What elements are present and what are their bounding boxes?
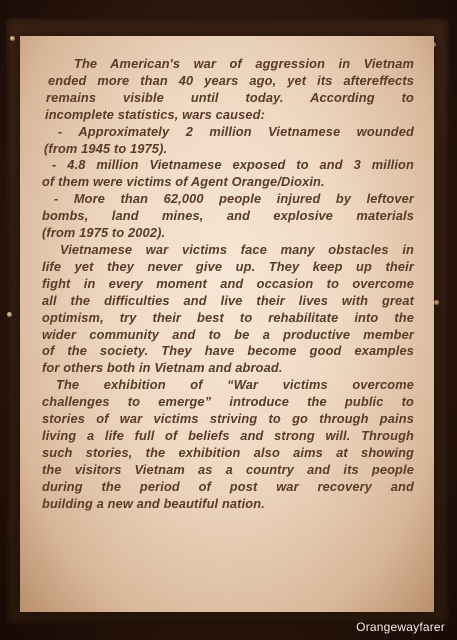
plaque-line: - More than 62,000 people injured by leftover	[54, 191, 414, 207]
photographer-watermark: Orangewayfarer	[356, 620, 445, 634]
plaque-line: all the difficulties and live their lives with great	[42, 292, 414, 308]
plaque-line: bombs, land mines, and explosive materials	[42, 208, 414, 224]
plaque-line: incomplete statistics, wars caused:	[45, 106, 266, 122]
screw-top-left	[10, 36, 15, 41]
plaque-text	[40, 56, 414, 512]
plaque-line: remains visible until today. According to	[46, 89, 414, 105]
plaque-line: - Approximately 2 million Vietnamese wounded	[58, 123, 414, 139]
plaque-line: ended more than 40 years ago, yet its aftereffects	[48, 72, 414, 88]
plaque-line: such stories, the exhibition also aims at showing	[42, 444, 414, 460]
plaque-line: The American's war of aggression in Vietnam	[74, 56, 414, 71]
plaque-line: stories of war victims striving to go through pains	[42, 411, 414, 427]
plaque-line: building a new and beautiful nation.	[42, 495, 265, 511]
plaque-line: fight in every moment and occasion to overcome	[42, 275, 414, 291]
plaque-line: challenges to emerge” introduce the public to	[42, 394, 414, 410]
plaque-line: of them were victims of Agent Orange/Dioxin.	[42, 174, 325, 190]
plaque-line: of the society. They have become good examples	[42, 343, 414, 359]
screw-middle-right	[434, 300, 439, 305]
plaque-line: life yet they never give up. They keep up their	[42, 258, 414, 274]
plaque-line: optimism, try their best to rehabilitate into the	[42, 309, 414, 325]
plaque-line: living a life full of beliefs and strong will. Through	[42, 427, 414, 443]
plaque-line: The exhibition of “War victims overcome	[56, 377, 414, 393]
plaque-line: - 4.8 million Vietnamese exposed to and 3 million	[52, 157, 414, 173]
plaque-line: (from 1945 to 1975).	[44, 140, 168, 156]
plaque-line: Vietnamese war victims face many obstacles in	[60, 241, 414, 257]
plaque-line: for others both in Vietnam and abroad.	[42, 360, 283, 376]
plaque-line: the visitors Vietnam as a country and its people	[42, 461, 414, 477]
plaque-line: during the period of post war recovery and	[42, 478, 414, 494]
plaque-line: wider community and to be a productive member	[42, 326, 414, 342]
plaque-line: (from 1975 to 2002).	[42, 225, 166, 241]
screw-middle-left	[7, 312, 12, 317]
